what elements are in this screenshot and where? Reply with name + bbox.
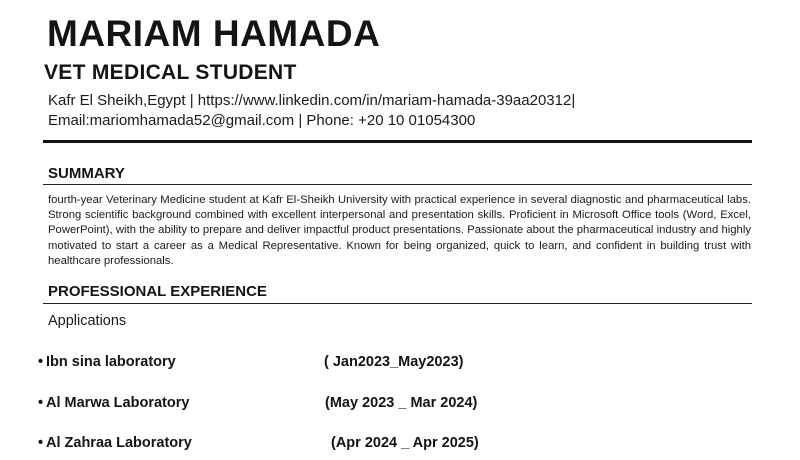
contact-email-phone: Email:mariomhamada52@gmail.com | Phone: +20 10 01054300	[48, 112, 476, 129]
experience-subheading: Applications	[48, 313, 127, 329]
summary-paragraph: fourth-year Veterinary Medicine student at Kafr El-Sheikh University with practical experience in several diagnostic and pharmaceutical labs. Strong scientific background combined with excellent interpersonal and presentation skills. Proficient in Microsoft Office tools (Word, Excel, PowerPoint), with the ability to prepare and deliver impactful product presentations. Passionate about the pharmaceutical industry and highly motivated to start a career as a Medical Representative. Known for being organized, quick to learn, and confident in building trust with healthcare professionals.	[48, 194, 751, 267]
experience-dates: (Apr 2024 _ Apr 2025)	[331, 435, 479, 451]
summary-divider	[43, 184, 752, 185]
experience-item	[38, 433, 479, 453]
experience-item	[38, 352, 464, 372]
experience-place: Al Marwa Laboratory	[46, 395, 190, 411]
experience-dates: ( Jan2023_May2023)	[324, 354, 464, 370]
candidate-role: VET MEDICAL STUDENT	[44, 61, 297, 84]
header-divider	[43, 140, 752, 143]
experience-dates: (May 2023 _ Mar 2024)	[325, 395, 478, 411]
experience-item	[38, 393, 478, 413]
bullet-icon: •	[38, 435, 44, 451]
experience-place: Ibn sina laboratory	[46, 354, 176, 370]
bullet-icon: •	[38, 395, 44, 411]
contact-location-linkedin: Kafr El Sheikh,Egypt | https://www.linkedin.com/in/mariam-hamada-39aa20312|	[48, 92, 576, 109]
experience-heading: PROFESSIONAL EXPERIENCE	[48, 283, 267, 300]
experience-place: Al Zahraa Laboratory	[46, 435, 192, 451]
experience-divider	[43, 303, 752, 304]
bullet-icon: •	[38, 354, 44, 370]
candidate-name: MARIAM HAMADA	[47, 13, 381, 54]
summary-heading: SUMMARY	[48, 165, 125, 182]
